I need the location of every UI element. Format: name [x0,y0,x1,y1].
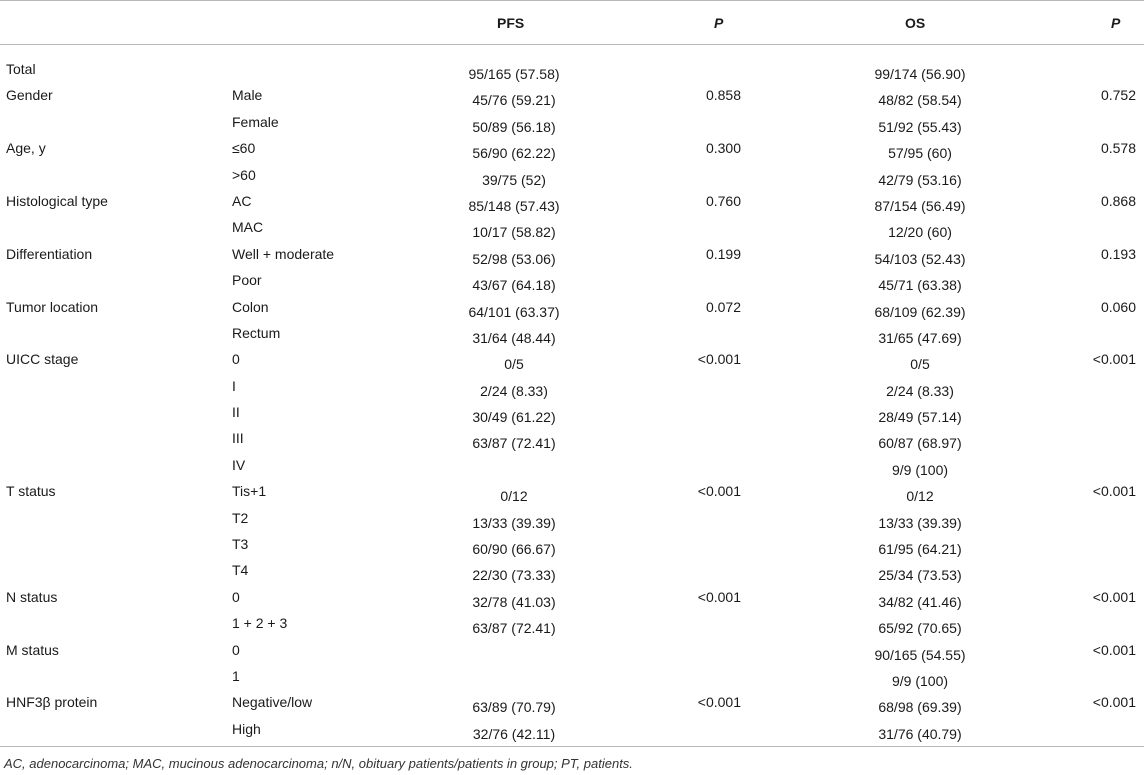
row-pfs-text: 45/76 (59.21) [472,92,556,109]
row-category: ≤60 [232,140,256,157]
table-row [0,716,1144,742]
row-os-text: 51/92 (55.43) [878,118,962,135]
row-category: Well + moderate [232,245,335,262]
row-category: Female [232,113,279,130]
row-pfs-text: 0/12 [500,488,528,505]
table-row [0,663,1144,689]
row-variable: Tumor location [6,298,99,315]
table-row [0,610,1144,636]
row-category: Poor [232,272,262,289]
header-os: OS [905,15,926,31]
row-os-text: 9/9 (100) [891,672,949,689]
row-os-text: 65/92 (70.65) [878,620,962,637]
row-p-os: <0.001 [1092,483,1136,500]
row-os-text: 9/9 (100) [891,461,949,478]
row-os-text: 25/34 (73.53) [878,567,962,584]
row-category: High [232,720,261,737]
row-p-os: <0.001 [1092,641,1136,658]
row-os-text: 31/65 (47.69) [878,329,962,346]
row-p-os: 0.060 [1100,298,1136,315]
row-os-text: 2/24 (8.33) [886,382,954,399]
row-os-text: 31/76 (40.79) [878,725,962,742]
row-pfs-text: 30/49 (61.22) [472,409,556,426]
row-pfs-text: 63/89 (70.79) [472,699,556,716]
row-category: 0 [232,588,240,605]
row-category: Negative/low [232,694,313,711]
row-variable: Total [6,61,36,77]
table-row [0,109,1144,135]
row-os-text: 12/20 (60) [888,224,952,241]
row-category: 1 + 2 + 3 [232,615,288,632]
row-p-pfs: <0.001 [697,588,741,605]
row-p-os: <0.001 [1092,694,1136,711]
row-pfs-text: 85/148 (57.43) [468,197,560,214]
row-os-text: 68/109 (62.39) [874,303,966,320]
row-pfs-text: 63/87 (72.41) [472,620,556,637]
row-pfs-text: 52/98 (53.06) [472,250,556,267]
table-row [0,505,1144,531]
table-footnote: AC, adenocarcinoma; MAC, mucinous adenocarcinoma; n/N, obituary patients/patients in group; PT, patients. [4,756,633,771]
table-row [0,425,1144,451]
row-os-text: 87/154 (56.49) [874,197,966,214]
row-variable: M status [6,641,59,658]
row-variable: Histological type [6,192,108,209]
table-row [0,557,1144,583]
row-variable: HNF3β protein [6,694,98,711]
row-variable: UICC stage [6,351,79,368]
row-os-text: 28/49 (57.14) [878,409,962,426]
row-os-text: 42/79 (53.16) [878,171,962,188]
row-p-pfs: <0.001 [697,351,741,368]
row-pfs-text: 13/33 (39.39) [472,514,556,531]
row-p-pfs: 0.300 [705,140,741,157]
table-row [0,373,1144,399]
row-variable: T status [6,483,56,500]
table-row [0,399,1144,425]
row-os-text: 99/174 (56.90) [874,66,966,82]
row-os-text: 61/95 (64.21) [878,541,962,558]
row-category: III [232,430,244,447]
row-p-pfs: 0.858 [705,87,741,104]
header-p-pfs: P [714,15,724,31]
row-pfs-text: 63/87 (72.41) [472,435,556,452]
row-os-text: 45/71 (63.38) [878,277,962,294]
table-header [0,0,1144,45]
row-os-text: 13/33 (39.39) [878,514,962,531]
row-p-pfs: <0.001 [697,483,741,500]
row-category: II [232,404,240,421]
row-variable: Differentiation [6,245,93,262]
row-os-text: 68/98 (69.39) [878,699,962,716]
row-pfs-text: 43/67 (64.18) [472,277,556,294]
table-row [0,346,1144,372]
row-p-pfs: 0.199 [705,245,741,262]
row-pfs-text: 39/75 (52) [482,171,546,188]
row-category: 0 [232,641,240,658]
row-p-pfs: 0.760 [705,192,741,209]
row-category: IV [232,456,246,473]
row-pfs-text: 50/89 (56.18) [472,118,556,135]
row-category: I [232,377,236,394]
row-pfs-text: 56/90 (62.22) [472,145,556,162]
table-row [0,637,1144,663]
row-category: T4 [232,562,249,579]
row-p-pfs: <0.001 [697,694,741,711]
header-pfs: PFS [497,15,525,31]
row-p-os: 0.752 [1100,87,1136,104]
table-row [0,188,1144,214]
table-row [0,135,1144,161]
table-row [0,689,1144,715]
row-category: T3 [232,536,249,553]
row-pfs-text: 32/78 (41.03) [472,593,556,610]
row-variable: Gender [6,87,53,104]
row-category: Male [232,87,263,104]
table-row [0,294,1144,320]
row-os-text: 34/82 (41.46) [878,593,962,610]
row-pfs-text: 0/5 [504,356,524,373]
row-p-pfs: 0.072 [705,298,741,315]
row-category: Rectum [232,324,281,341]
row-variable: Age, y [6,140,46,157]
table-row [0,241,1144,267]
row-os-text: 90/165 (54.55) [874,646,966,663]
table-row [0,267,1144,293]
row-os-text: 0/5 [910,356,930,373]
row-p-os: <0.001 [1092,351,1136,368]
header-p-os: P [1111,15,1121,31]
table-row [0,584,1144,610]
row-pfs-text: 22/30 (73.33) [472,567,556,584]
row-category: 0 [232,351,240,368]
row-os-text: 60/87 (68.97) [878,435,962,452]
row-os-text: 48/82 (58.54) [878,92,962,109]
row-variable: N status [6,588,58,605]
row-category: MAC [232,219,264,236]
row-os-text: 0/12 [906,488,934,505]
row-pfs-text: 32/76 (42.11) [472,725,556,742]
row-pfs-text: 64/101 (63.37) [468,303,560,320]
row-pfs-text: 60/90 (66.67) [472,541,556,558]
row-category: AC [232,192,252,209]
row-category: Colon [232,298,269,315]
row-p-os: 0.193 [1100,245,1136,262]
row-category: T2 [232,509,249,526]
table-row [0,82,1144,108]
row-pfs-text: 31/64 (48.44) [472,329,556,346]
row-pfs-text: 2/24 (8.33) [480,382,548,399]
table-body [0,45,1144,742]
row-os-text: 57/95 (60) [888,145,952,162]
row-pfs-text: 95/165 (57.58) [468,66,560,82]
table-row [0,162,1144,188]
row-p-os: <0.001 [1092,588,1136,605]
row-category: Tis+1 [232,483,267,500]
row-p-os: 0.868 [1100,192,1136,209]
row-pfs-text: 10/17 (58.82) [472,224,556,241]
table-row [0,452,1144,478]
table-row [0,478,1144,504]
table-bottom-rule [0,746,1144,747]
table-row [0,320,1144,346]
row-os-text: 54/103 (52.43) [874,250,966,267]
table-row [0,56,1144,82]
row-category: >60 [232,166,256,183]
row-p-os: 0.578 [1100,140,1136,157]
table-row [0,531,1144,557]
table-row [0,214,1144,240]
row-category: 1 [232,667,240,684]
